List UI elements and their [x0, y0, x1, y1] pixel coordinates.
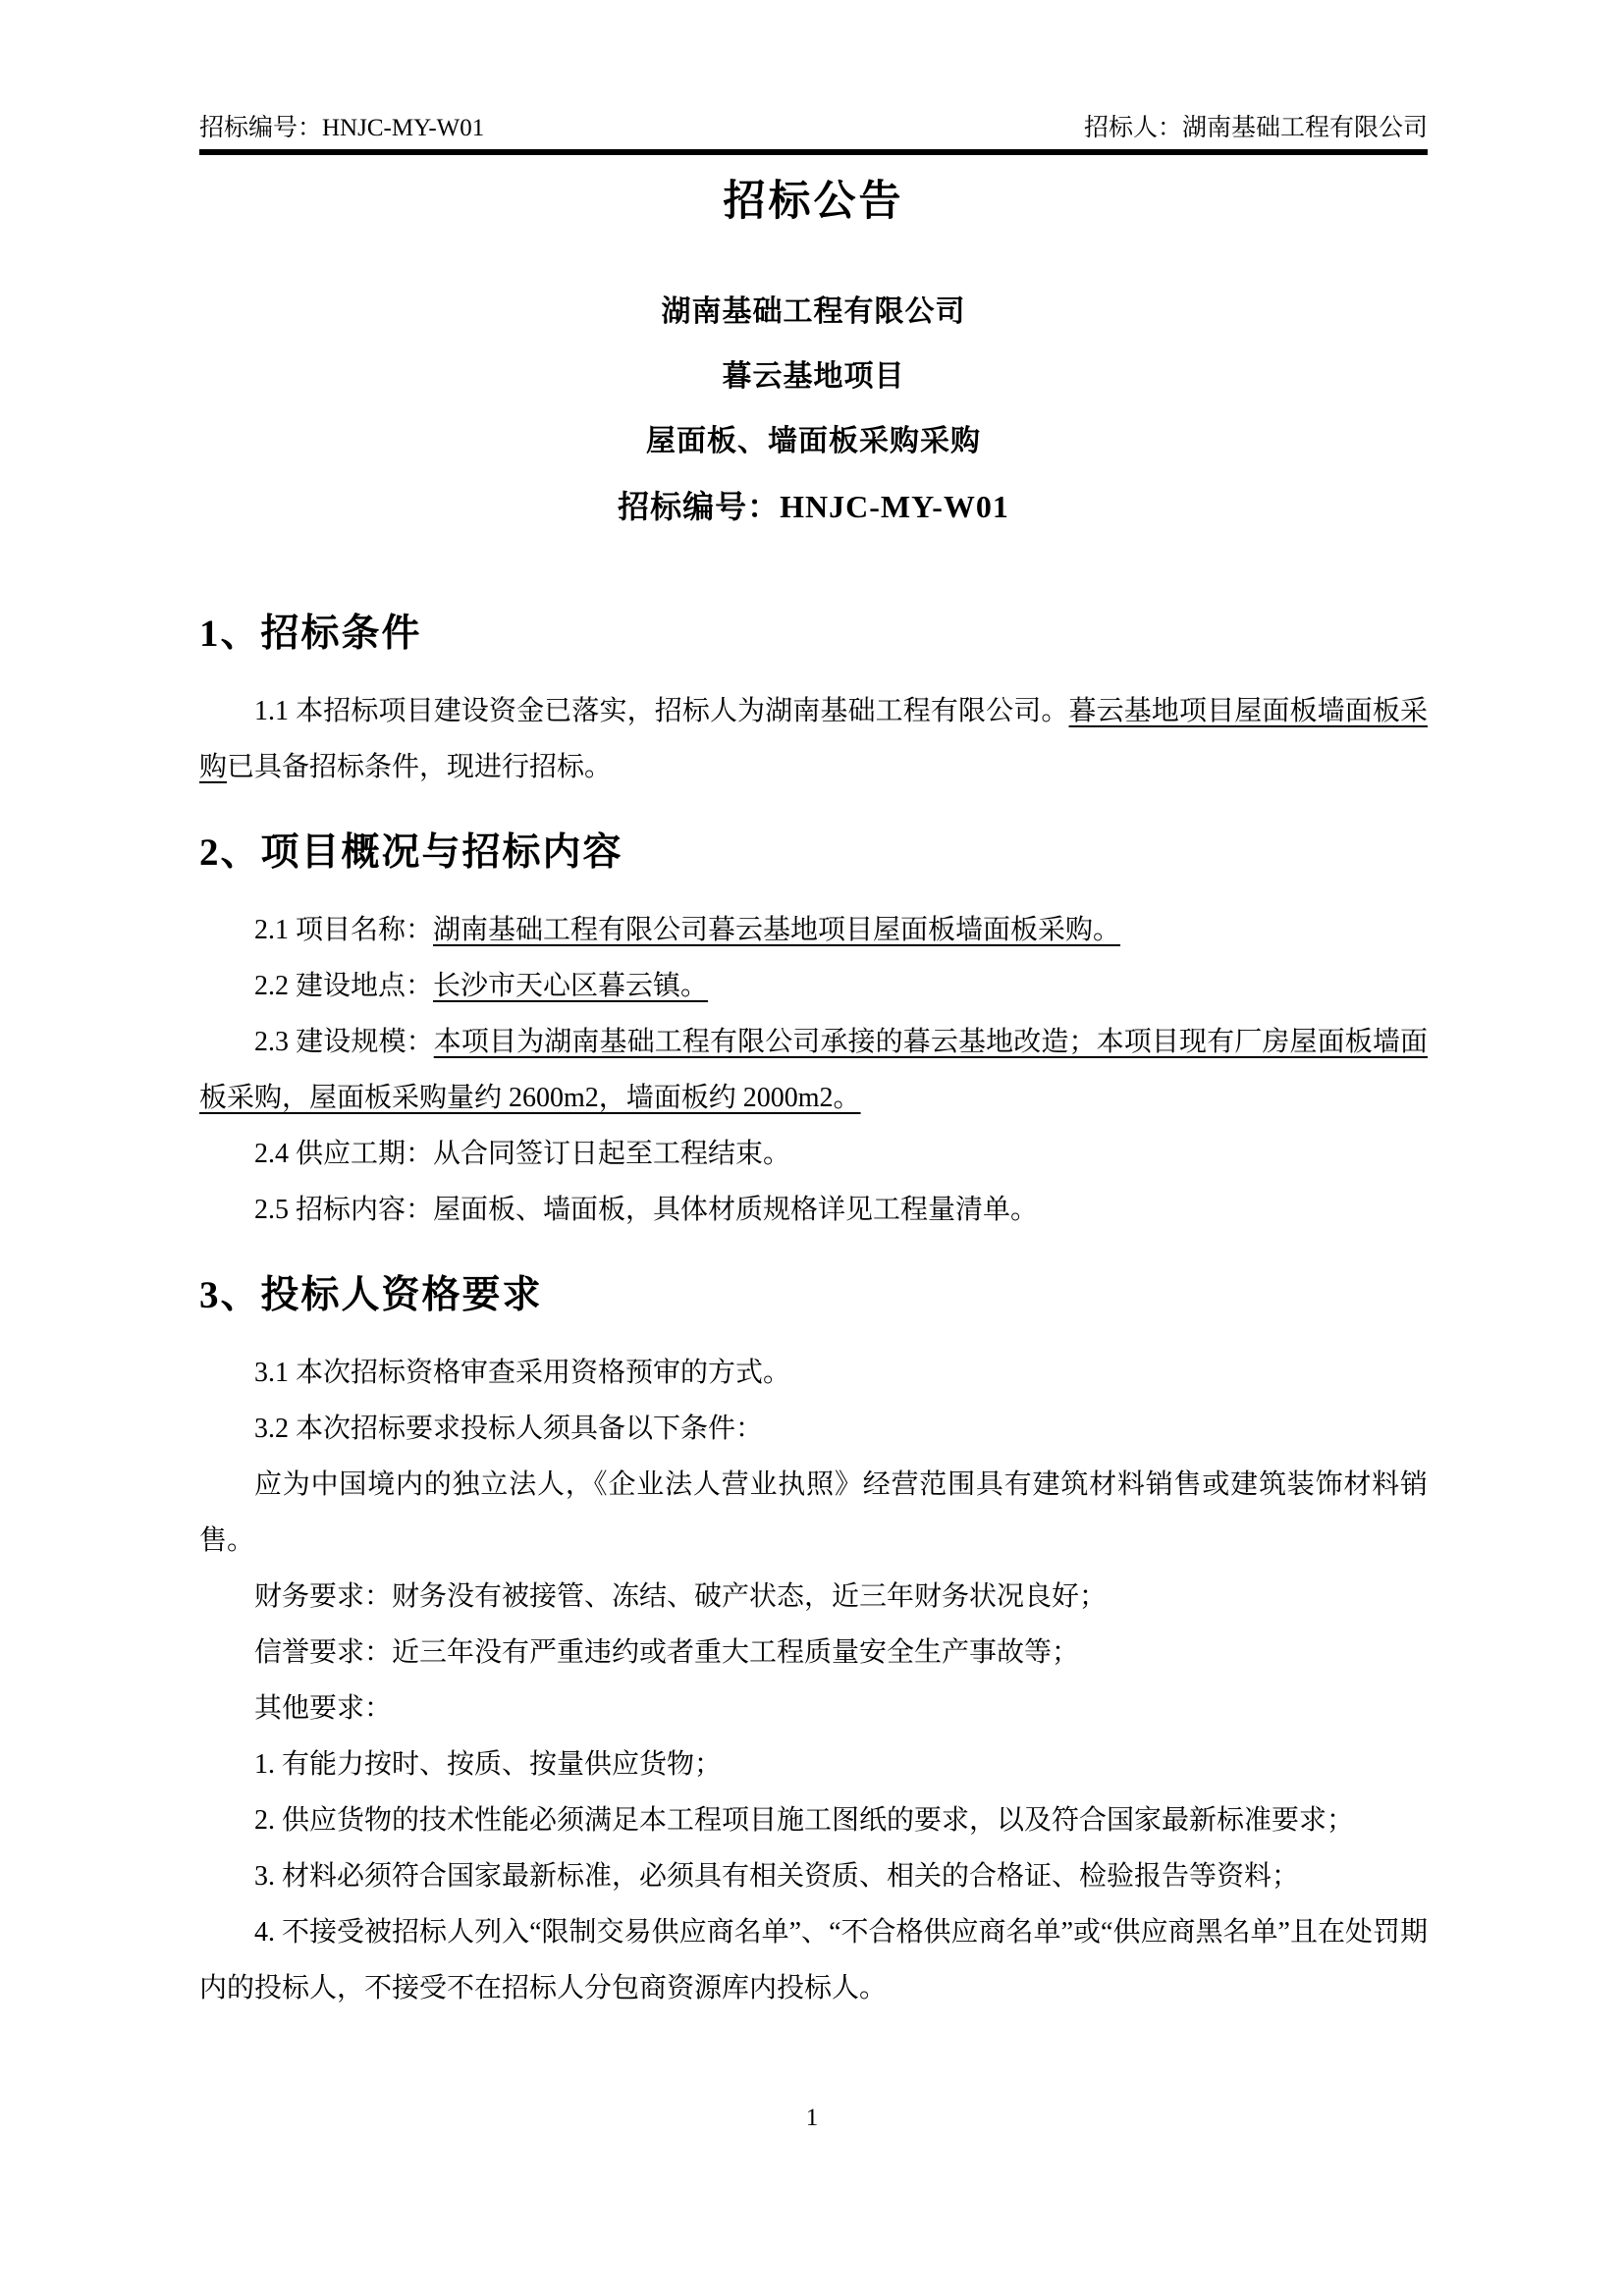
- paragraph: [199, 1126, 1428, 1182]
- underlined-text-segment: 长沙市天心区暮云镇。: [433, 970, 709, 1001]
- section-heading: 2、项目概况与招标内容: [199, 831, 623, 875]
- paragraph: [199, 1625, 1428, 1681]
- text-segment: 3. 材料必须符合国家最新标准，必须具有相关资质、相关的合格证、检验报告等资料；: [254, 1860, 1300, 1892]
- page-number: 1: [805, 2105, 819, 2131]
- text-segment: 2.3 建设规模：: [254, 1026, 434, 1057]
- underlined-text-segment: 湖南基础工程有限公司暮云基地项目屋面板墙面板采购。: [433, 914, 1121, 945]
- text-segment: 4. 不接受被招标人列入“限制交易供应商名单”、“不合格供应商名单”或“供应商黑名单”且在处罚期内的投标人，不接受不在招标人分包商资源库内投标人。: [199, 1916, 1428, 2003]
- section-tender-conditions: [199, 612, 1428, 795]
- paragraph: [199, 1736, 1428, 1792]
- paragraph: [199, 1681, 1428, 1736]
- paragraph: [199, 1457, 1428, 1569]
- text-segment: 已具备招标条件，现进行招标。: [227, 752, 613, 783]
- text-segment: 信誉要求：近三年没有严重违约或者重大工程质量安全生产事故等；: [254, 1636, 1080, 1668]
- text-segment: 2.5 招标内容：屋面板、墙面板，具体材质规格详见工程量清单。: [254, 1194, 1039, 1225]
- paragraph: [199, 1848, 1428, 1904]
- paragraph: [199, 1014, 1428, 1126]
- page-title: 招标公告: [723, 178, 904, 225]
- subtitle-project: 暮云基地项目: [722, 360, 905, 394]
- paragraph: [199, 1345, 1428, 1401]
- paragraph: [199, 1792, 1428, 1848]
- text-segment: 其他要求：: [254, 1692, 393, 1724]
- paragraph: [199, 1182, 1428, 1238]
- section-bidder-qualifications: [199, 1273, 1428, 2016]
- document-header: [199, 0, 1428, 155]
- text-segment: 2.4 供应工期：从合同签订日起至工程结束。: [254, 1138, 791, 1169]
- text-segment: 2.2 建设地点：: [254, 970, 434, 1001]
- underlined-text-segment: 暮云基地项目屋面板墙面板采购: [199, 696, 1428, 783]
- subtitle-tender-number: 招标编号：HNJC-MY-W01: [618, 489, 1009, 525]
- paragraph: [199, 902, 1428, 958]
- text-segment: 2. 供应货物的技术性能必须满足本工程项目施工图纸的要求，以及符合国家最新标准要求；: [254, 1804, 1355, 1836]
- section-project-overview: [199, 830, 1428, 1238]
- text-segment: 1.1 本招标项目建设资金已落实，招标人为湖南基础工程有限公司。: [254, 696, 1069, 727]
- subtitle-block: [199, 280, 1428, 539]
- text-segment: 1. 有能力按时、按质、按量供应货物；: [254, 1748, 723, 1780]
- paragraph: [199, 1401, 1428, 1457]
- text-segment: 3.1 本次招标资格审查采用资格预审的方式。: [254, 1357, 791, 1388]
- subtitle-procurement: 屋面板、墙面板采购采购: [646, 425, 981, 458]
- paragraph: [199, 683, 1428, 795]
- text-segment: 应为中国境内的独立法人，《企业法人营业执照》经营范围具有建筑材料销售或建筑装饰材料销售。: [199, 1468, 1428, 1556]
- header-tenderer: 招标人：湖南基础工程有限公司: [1083, 115, 1428, 141]
- page-footer: [0, 2105, 1624, 2132]
- paragraph: [199, 1569, 1428, 1625]
- section-heading: 1、招标条件: [199, 613, 422, 656]
- header-tender-number: 招标编号：HNJC-MY-W01: [199, 115, 485, 141]
- underlined-text-segment: 本项目为湖南基础工程有限公司承接的暮云基地改造；本项目现有厂房屋面板墙面板采购，屋面板采购量约 2600m2，墙面板约 2000m2。: [199, 1026, 1428, 1113]
- subtitle-company: 湖南基础工程有限公司: [661, 295, 966, 329]
- text-segment: 2.1 项目名称：: [254, 914, 434, 945]
- paragraph: [199, 958, 1428, 1014]
- text-segment: 3.2 本次招标要求投标人须具备以下条件：: [254, 1413, 764, 1444]
- paragraph: [199, 1904, 1428, 2016]
- section-heading: 3、投标人资格要求: [199, 1273, 543, 1316]
- text-segment: 财务要求：财务没有被接管、冻结、破产状态，近三年财务状况良好；: [254, 1580, 1108, 1612]
